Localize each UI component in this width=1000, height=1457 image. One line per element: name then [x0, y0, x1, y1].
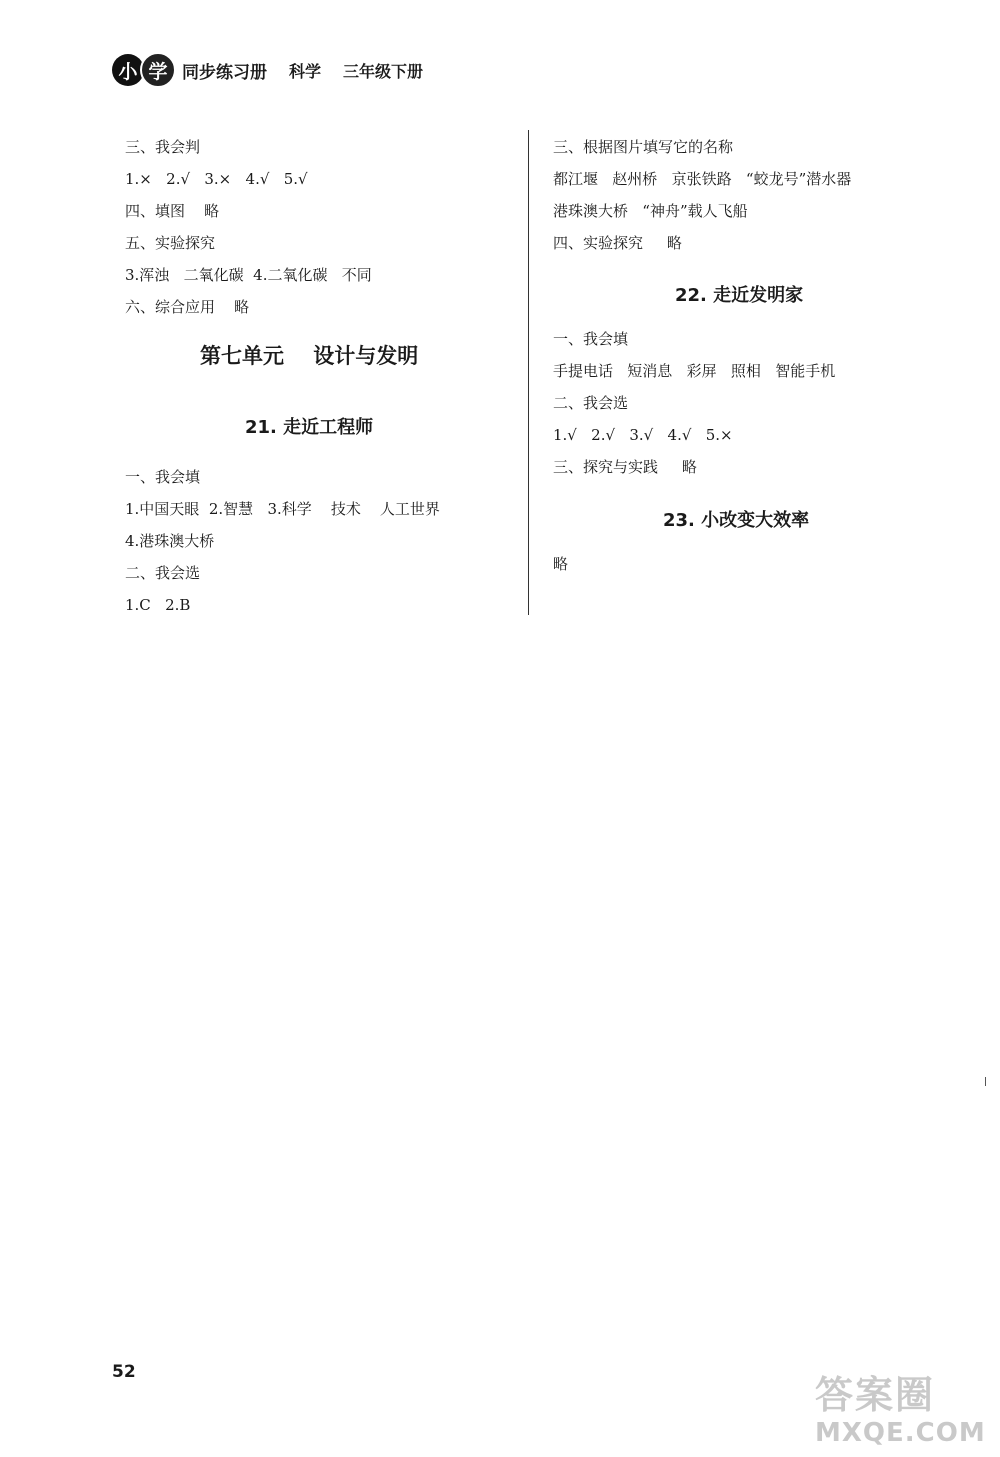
left-line: 五、实验探究 [125, 234, 216, 252]
watermark-logo [815, 1372, 995, 1457]
logo-char-1: 小 [112, 54, 144, 86]
logo-char-2: 学 [140, 52, 176, 88]
left-section-line: 1.中国天眼 2.智慧 3.科学 技术 人工世界 [125, 500, 440, 518]
left-line: 六、综合应用 略 [125, 298, 250, 316]
left-section-line: 一、我会填 [125, 468, 201, 486]
page-number: 52 [112, 1362, 136, 1382]
grade-label: 三年级下册 [343, 61, 424, 81]
left-section-line: 1.C 2.B [125, 596, 191, 614]
left-line: 3.浑浊 二氧化碳 4.二氧化碳 不同 [125, 266, 372, 284]
right-section-line: 手提电话 短消息 彩屏 照相 智能手机 [553, 362, 836, 380]
left-section-line: 二、我会选 [125, 564, 201, 582]
unit-title: 第七单元 设计与发明 [200, 344, 419, 368]
scan-mark [985, 1077, 986, 1086]
right-section-line: 二、我会选 [553, 394, 629, 412]
right-line: 三、根据图片填写它的名称 [553, 138, 734, 156]
page-header [112, 50, 423, 90]
watermark-en: MXQE.COM [815, 1418, 986, 1448]
section-title-21: 21. 走近工程师 [245, 417, 374, 438]
left-line: 四、填图 略 [125, 202, 220, 220]
column-divider [528, 130, 529, 615]
section-title-23: 23. 小改变大效率 [663, 510, 810, 531]
book-logo [112, 52, 172, 88]
right-section-line: 1.√ 2.√ 3.√ 4.√ 5.× [553, 426, 733, 444]
watermark-cn: 答案圈 [815, 1373, 936, 1417]
right-line: 四、实验探究 略 [553, 234, 682, 252]
section-title-22: 22. 走近发明家 [675, 285, 804, 306]
right-section-line: 三、探究与实践 略 [553, 458, 697, 476]
subject-label: 科学 [289, 61, 322, 81]
left-line: 1.× 2.√ 3.× 4.√ 5.√ [125, 170, 308, 188]
book-title: 同步练习册 [182, 62, 267, 83]
section-23-text: 略 [553, 555, 569, 573]
left-section-line: 4.港珠澳大桥 [125, 532, 215, 550]
right-line: 港珠澳大桥 “神舟”载人飞船 [553, 202, 748, 220]
right-section-line: 一、我会填 [553, 330, 629, 348]
right-line: 都江堰 赵州桥 京张铁路 “蛟龙号”潜水器 [553, 170, 852, 188]
left-line: 三、我会判 [125, 138, 201, 156]
